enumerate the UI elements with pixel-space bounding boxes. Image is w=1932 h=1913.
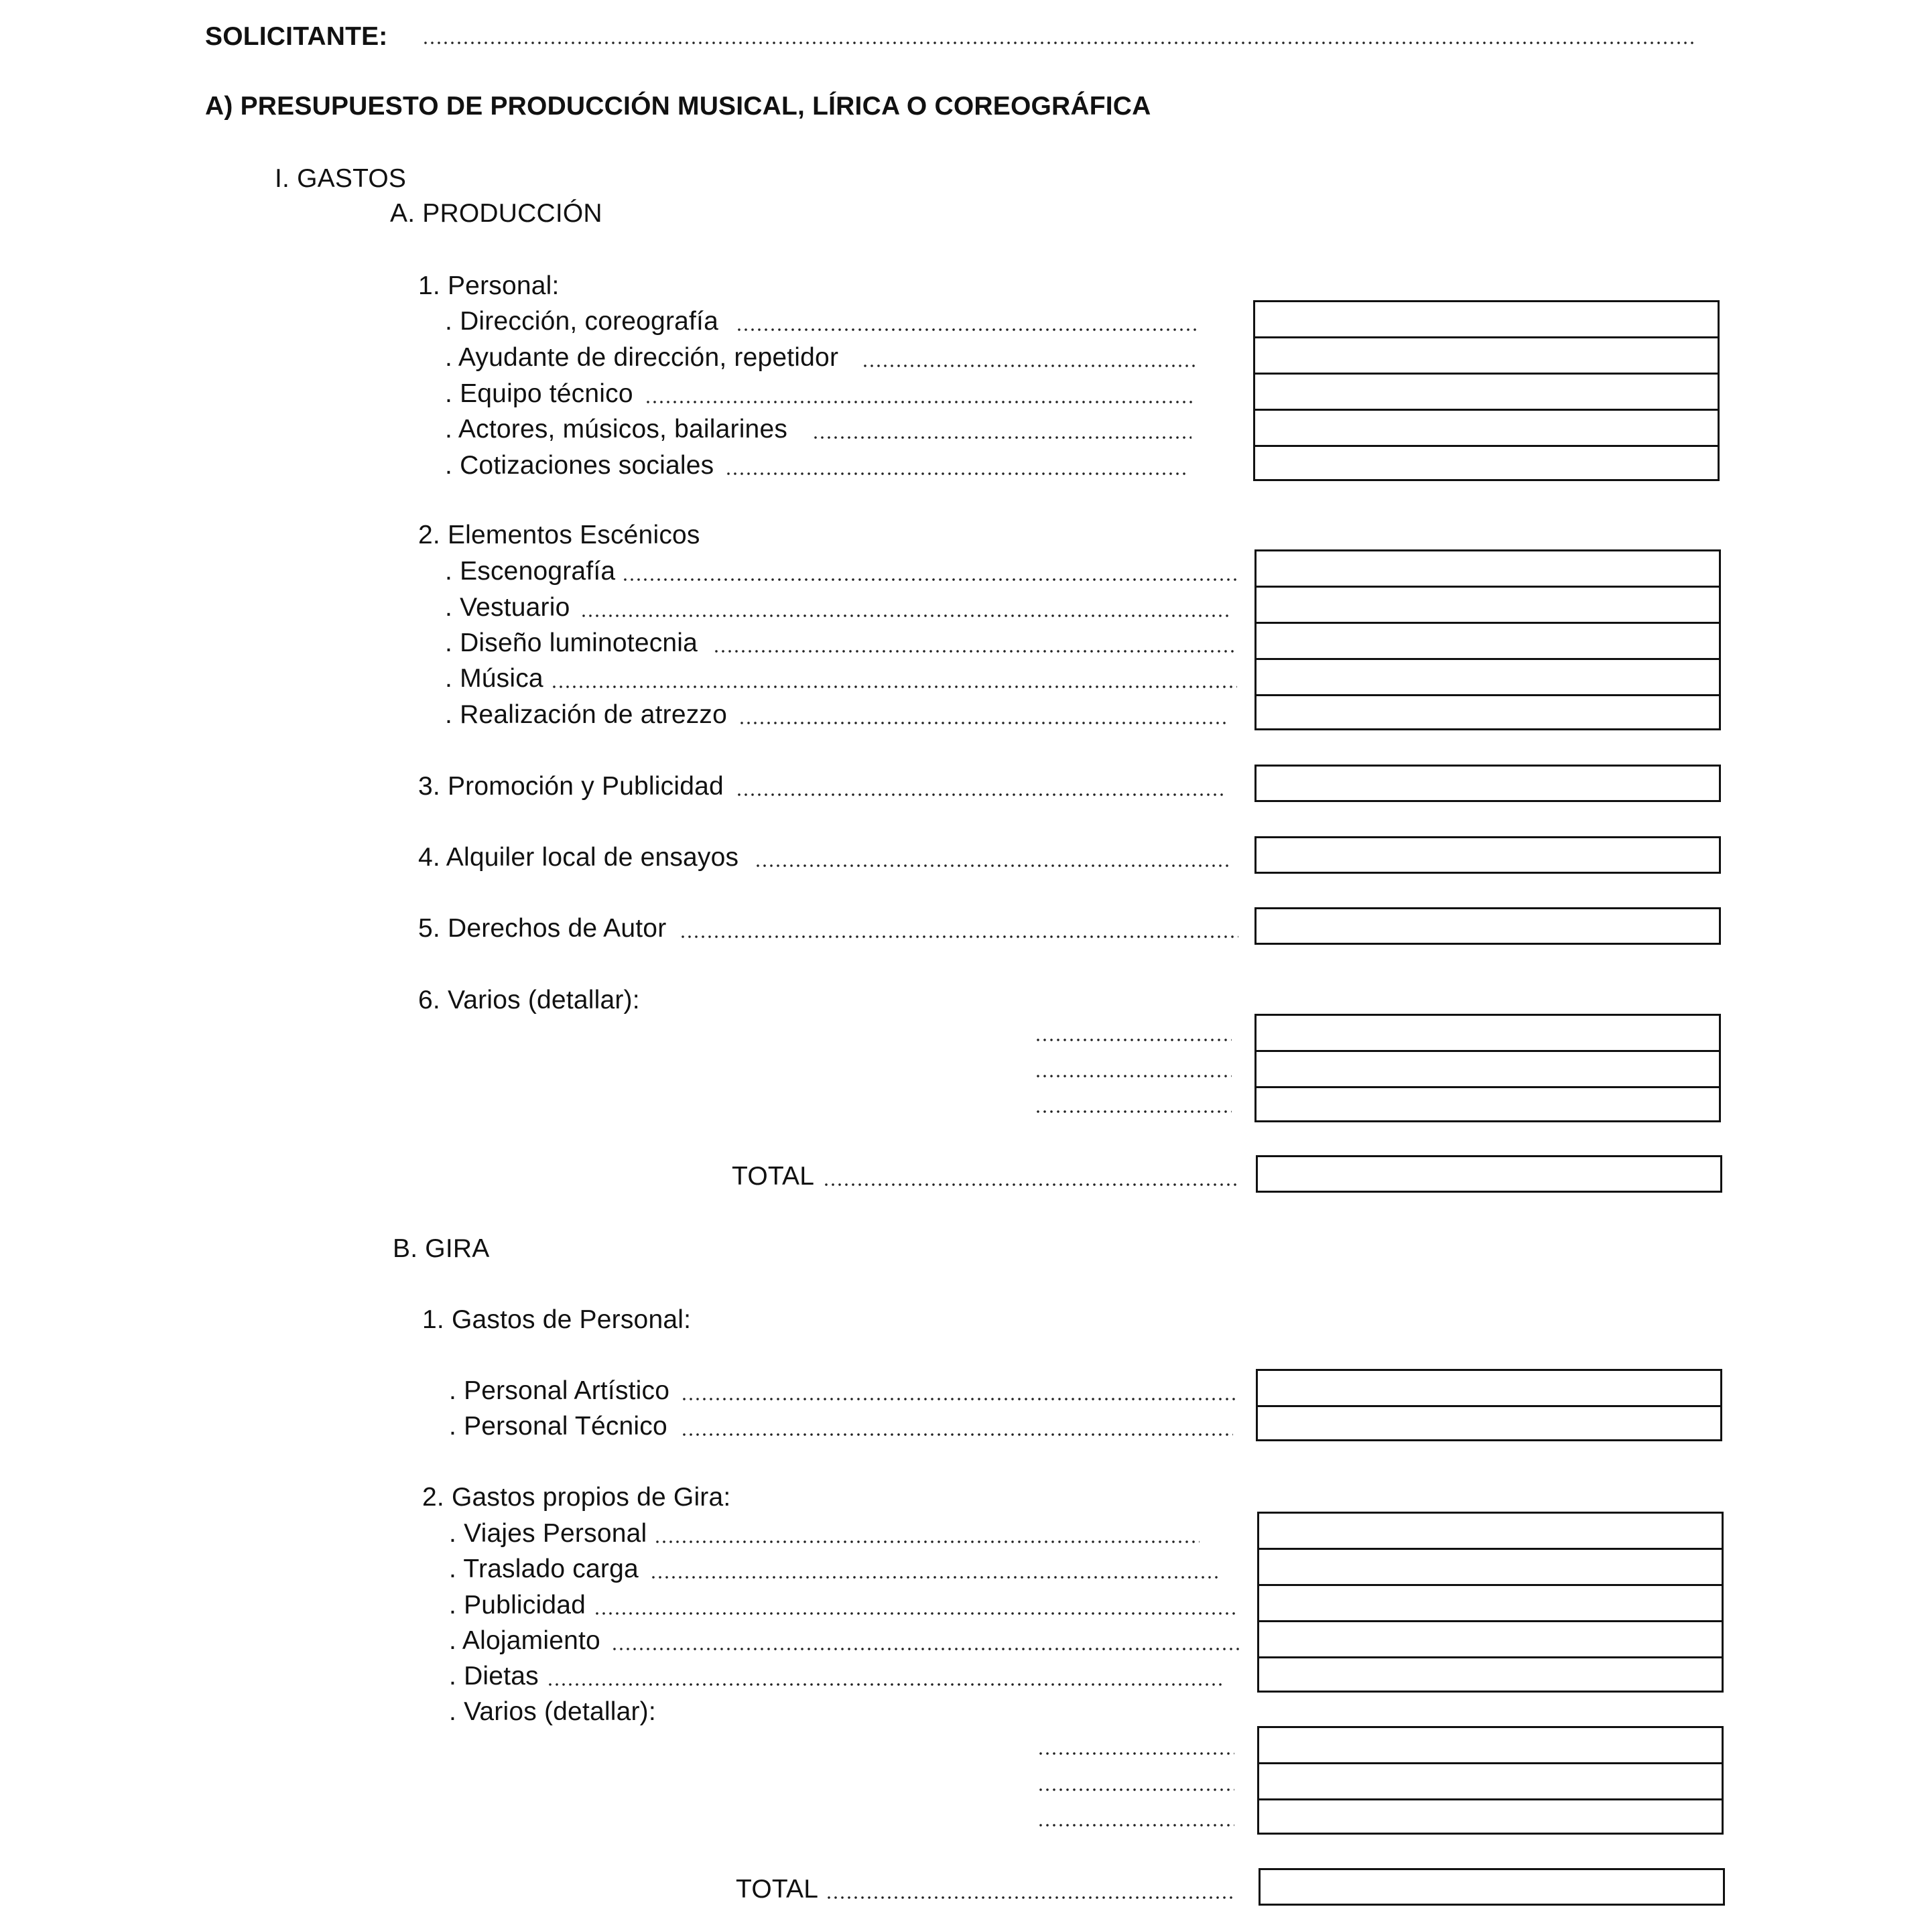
- item-vestuario: . Vestuario: [445, 593, 570, 622]
- section-title: A) PRESUPUESTO DE PRODUCCIÓN MUSICAL, LÍRICA O COREOGRÁFICA: [205, 92, 1151, 121]
- personal-amount-boxes: [1253, 300, 1720, 481]
- alquiler-label: 4. Alquiler local de ensayos: [418, 843, 739, 872]
- item-alojamiento: . Alojamiento: [449, 1626, 600, 1655]
- item-escenografia: . Escenografía: [445, 557, 616, 586]
- item-publicidad: . Publicidad: [449, 1591, 586, 1620]
- item-personal-artistico: . Personal Artístico: [449, 1376, 670, 1405]
- item-ayudante: . Ayudante de dirección, repetidor: [445, 343, 839, 372]
- item-personal-tecnico: . Personal Técnico: [449, 1412, 667, 1441]
- amount-actores-field[interactable]: [1255, 411, 1718, 447]
- amount-alojamiento-field[interactable]: [1259, 1622, 1722, 1658]
- gastos-title: I. GASTOS: [275, 164, 407, 193]
- amount-direccion-field[interactable]: [1255, 302, 1718, 338]
- dots-gira-varios-3: [1037, 1824, 1234, 1827]
- produccion-total-label: TOTAL: [732, 1162, 815, 1191]
- dots-varios-1: [1035, 1039, 1232, 1041]
- dots-musica: [551, 685, 1237, 688]
- item-dietas: . Dietas: [449, 1662, 539, 1691]
- dots-atrezzo: [738, 722, 1229, 724]
- solicitante-dotted-line: [422, 42, 1695, 44]
- amount-musica-field[interactable]: [1257, 660, 1719, 696]
- gira-propios-amount-boxes: [1257, 1512, 1724, 1693]
- dots-personal-tecnico: [681, 1433, 1233, 1436]
- dots-traslado: [650, 1576, 1221, 1579]
- dots-ayudante: [862, 365, 1196, 367]
- amount-gira-varios-2-field[interactable]: [1259, 1764, 1722, 1800]
- dots-dietas: [547, 1683, 1225, 1686]
- dots-gira-varios-1: [1037, 1752, 1234, 1755]
- dots-equipo: [645, 401, 1196, 403]
- amount-personal-tecnico-field[interactable]: [1258, 1407, 1720, 1441]
- amount-viajes-field[interactable]: [1259, 1514, 1722, 1550]
- dots-diseno: [713, 650, 1234, 653]
- elementos-amount-boxes: [1254, 549, 1721, 730]
- promocion-label: 3. Promoción y Publicidad: [418, 772, 724, 801]
- dots-produccion-total: [823, 1183, 1238, 1186]
- varios-amount-boxes: [1254, 1014, 1721, 1122]
- item-musica: . Música: [445, 664, 543, 693]
- dots-varios-2: [1035, 1075, 1232, 1077]
- amount-gira-varios-1-field[interactable]: [1259, 1728, 1722, 1764]
- amount-traslado-field[interactable]: [1259, 1550, 1722, 1586]
- dots-promocion: [736, 793, 1225, 796]
- dots-gira-total: [826, 1896, 1233, 1899]
- amount-vestuario-field[interactable]: [1257, 588, 1719, 624]
- produccion-title: A. PRODUCCIÓN: [390, 199, 602, 228]
- gira-personal-heading: 1. Gastos de Personal:: [422, 1305, 692, 1334]
- item-equipo: . Equipo técnico: [445, 379, 633, 408]
- gira-title: B. GIRA: [393, 1234, 490, 1263]
- amount-ayudante-field[interactable]: [1255, 338, 1718, 375]
- amount-promocion-field[interactable]: [1254, 765, 1721, 802]
- dots-gira-varios-2: [1037, 1788, 1234, 1791]
- amount-varios-2-field[interactable]: [1257, 1052, 1719, 1088]
- amount-alquiler-field[interactable]: [1254, 836, 1721, 874]
- amount-equipo-field[interactable]: [1255, 375, 1718, 411]
- item-atrezzo: . Realización de atrezzo: [445, 700, 728, 729]
- gira-varios-amount-boxes: [1257, 1726, 1724, 1835]
- amount-dietas-field[interactable]: [1259, 1658, 1722, 1692]
- solicitante-label: SOLICITANTE:: [205, 22, 388, 51]
- item-traslado: . Traslado carga: [449, 1555, 639, 1583]
- dots-viajes: [654, 1540, 1200, 1543]
- gira-total-label: TOTAL: [736, 1875, 819, 1904]
- amount-escenografia-field[interactable]: [1257, 551, 1719, 588]
- amount-cotizaciones-field[interactable]: [1255, 447, 1718, 480]
- produccion-total-field[interactable]: [1256, 1155, 1722, 1193]
- amount-gira-varios-3-field[interactable]: [1259, 1800, 1722, 1834]
- dots-alquiler: [755, 864, 1232, 867]
- amount-derechos-field[interactable]: [1254, 907, 1721, 945]
- amount-diseno-field[interactable]: [1257, 624, 1719, 660]
- derechos-label: 5. Derechos de Autor: [418, 914, 667, 943]
- item-cotizaciones: . Cotizaciones sociales: [445, 451, 714, 480]
- varios-heading: 6. Varios (detallar):: [418, 986, 640, 1014]
- amount-personal-artistico-field[interactable]: [1258, 1371, 1720, 1407]
- gira-personal-amount-boxes: [1256, 1369, 1722, 1441]
- dots-publicidad: [594, 1612, 1236, 1615]
- amount-varios-3-field[interactable]: [1257, 1088, 1719, 1122]
- elementos-heading: 2. Elementos Escénicos: [418, 521, 700, 549]
- personal-heading: 1. Personal:: [418, 271, 560, 300]
- dots-escenografia: [622, 578, 1238, 581]
- amount-atrezzo-field[interactable]: [1257, 696, 1719, 730]
- dots-derechos: [680, 935, 1238, 938]
- item-viajes: . Viajes Personal: [449, 1519, 647, 1548]
- item-direccion: . Dirección, coreografía: [445, 307, 718, 336]
- dots-actores: [812, 436, 1192, 439]
- gira-propios-heading: 2. Gastos propios de Gira:: [422, 1483, 731, 1512]
- dots-vestuario: [580, 614, 1232, 617]
- amount-varios-1-field[interactable]: [1257, 1016, 1719, 1052]
- item-actores: . Actores, músicos, bailarines: [445, 415, 788, 444]
- dots-personal-artistico: [681, 1398, 1236, 1400]
- gira-total-field[interactable]: [1259, 1868, 1725, 1906]
- dots-cotizaciones: [725, 472, 1187, 475]
- dots-varios-3: [1035, 1110, 1232, 1113]
- dots-direccion: [736, 328, 1200, 331]
- dots-alojamiento: [611, 1648, 1242, 1650]
- item-diseno: . Diseño luminotecnia: [445, 629, 698, 657]
- gira-varios-heading: . Varios (detallar):: [449, 1697, 656, 1726]
- amount-publicidad-field[interactable]: [1259, 1586, 1722, 1622]
